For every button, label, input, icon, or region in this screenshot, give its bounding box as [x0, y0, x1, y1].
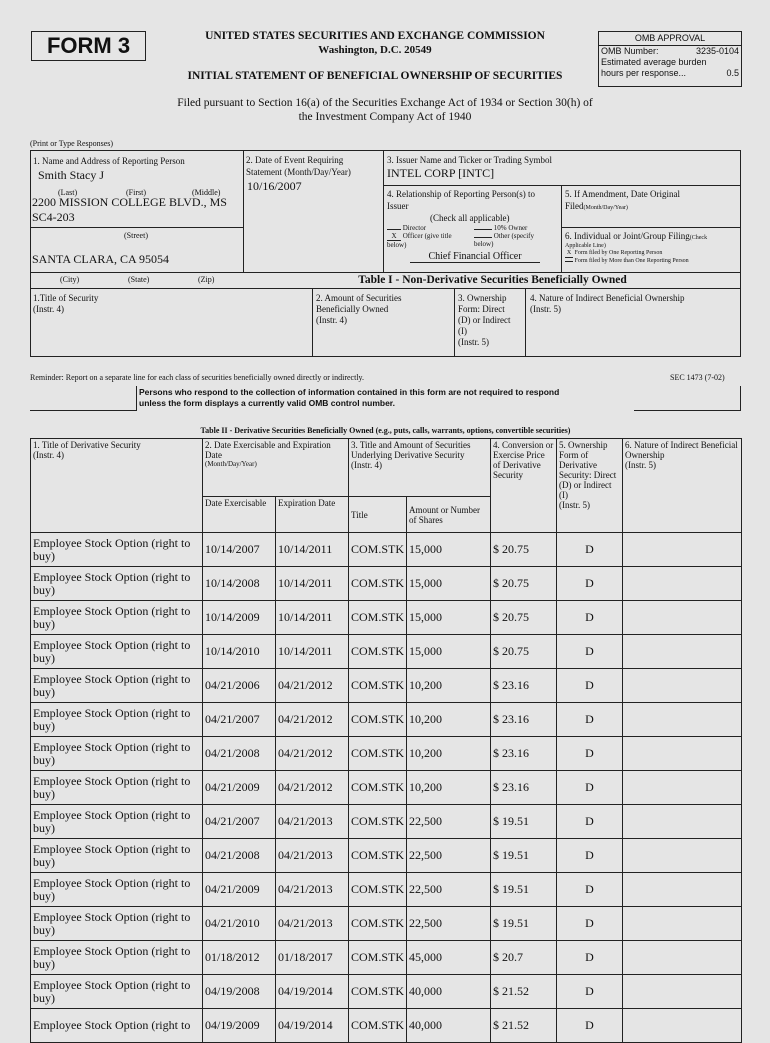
- cell-expiration: 04/21/2012: [276, 771, 349, 805]
- cell-price: $ 23.16: [491, 703, 557, 737]
- cell-amount: 15,000: [407, 601, 491, 635]
- cell-amount: 10,200: [407, 669, 491, 703]
- cell-exercisable: 04/19/2008: [203, 975, 276, 1009]
- cell-price: $ 23.16: [491, 669, 557, 703]
- cell-security: Employee Stock Option (right to buy): [31, 839, 203, 873]
- check-all-applicable: (Check all applicable): [430, 213, 510, 223]
- other-label: Other (specify: [493, 232, 534, 240]
- cell-title: COM.STK: [349, 669, 407, 703]
- cell-form: D: [557, 941, 623, 975]
- th-title: [31, 439, 203, 533]
- sec-form-number: SEC 1473 (7-02): [670, 373, 725, 382]
- th-sec-title: Title: [349, 497, 407, 533]
- ten-percent-owner-label[interactable]: 10% Owner: [493, 224, 528, 232]
- amendment-filed-label: Filed: [565, 201, 584, 211]
- table1-col3-label-d: (I): [458, 326, 467, 336]
- table2-title: Table II - Derivative Securities Beneficially Owned (e.g., puts, calls, warrants, options, convertible securities): [200, 426, 571, 435]
- cell-expiration: 04/21/2013: [276, 839, 349, 873]
- cell-title: COM.STK: [349, 771, 407, 805]
- cell-expiration: 10/14/2011: [276, 635, 349, 669]
- cell-exercisable: 10/14/2007: [203, 533, 276, 567]
- director-label[interactable]: Director: [402, 224, 427, 232]
- th-ownership: [557, 439, 623, 533]
- street-label: (Street): [124, 231, 148, 240]
- table-row: [31, 669, 742, 703]
- cell-nature: [623, 839, 742, 873]
- table1-col4-label: 4. Nature of Indirect Beneficial Ownership: [530, 293, 685, 303]
- cell-nature: [623, 873, 742, 907]
- th-nature-instr: (Instr. 5): [625, 460, 657, 470]
- cell-nature: [623, 567, 742, 601]
- cell-expiration: 04/21/2013: [276, 873, 349, 907]
- cell-form: D: [557, 1009, 623, 1043]
- cell-exercisable: 10/14/2009: [203, 601, 276, 635]
- street-address-line1: 2200 MISSION COLLEGE BLVD., MS: [32, 195, 227, 209]
- below-label-2: below): [474, 240, 494, 248]
- cell-expiration: 10/14/2011: [276, 567, 349, 601]
- table1-col3: [458, 293, 510, 348]
- cell-form: D: [557, 601, 623, 635]
- cell-form: D: [557, 839, 623, 873]
- cell-security: Employee Stock Option (right to buy): [31, 635, 203, 669]
- table-row: [31, 873, 742, 907]
- cell-exercisable: 04/21/2008: [203, 839, 276, 873]
- cell-exercisable: 04/21/2010: [203, 907, 276, 941]
- cell-amount: 22,500: [407, 873, 491, 907]
- table1-col3-label-c: (D) or Indirect: [458, 315, 511, 325]
- table1-col1: [33, 293, 98, 315]
- table1-col1-label: 1.Title of Security: [33, 293, 99, 303]
- cell-price: $ 23.16: [491, 737, 557, 771]
- cell-title: COM.STK: [349, 601, 407, 635]
- cell-expiration: 04/19/2014: [276, 1009, 349, 1043]
- amendment-date-format: (Month/Day/Year): [583, 205, 628, 211]
- cell-expiration: 10/14/2011: [276, 601, 349, 635]
- individual-filing-label: 6. Individual or Joint/Group Filing: [565, 231, 690, 241]
- cell-amount: 10,200: [407, 737, 491, 771]
- th-title-label: 1. Title of Derivative Security: [33, 440, 141, 450]
- cell-exercisable: 04/21/2006: [203, 669, 276, 703]
- cell-title: COM.STK: [349, 873, 407, 907]
- relationship-label-1: 4. Relationship of Reporting Person(s) to: [387, 189, 535, 199]
- cell-amount: 10,200: [407, 771, 491, 805]
- issuer-label: 3. Issuer Name and Ticker or Trading Symbol: [387, 155, 552, 165]
- cell-amount: 40,000: [407, 1009, 491, 1043]
- cell-expiration: 04/21/2013: [276, 907, 349, 941]
- cell-exercisable: 04/21/2008: [203, 737, 276, 771]
- table1-col4-instr: (Instr. 5): [530, 304, 561, 314]
- officer-mark[interactable]: X: [387, 232, 401, 241]
- cell-nature: [623, 635, 742, 669]
- omb-burden-label: Estimated average burden: [601, 57, 707, 67]
- cell-nature: [623, 975, 742, 1009]
- omb-approval-box: [598, 31, 742, 87]
- cell-expiration: 04/21/2012: [276, 737, 349, 771]
- cell-expiration: 04/21/2012: [276, 669, 349, 703]
- cell-title: COM.STK: [349, 635, 407, 669]
- th-underlying-label: 3. Title and Amount of Securities Underlying Derivative Security: [351, 440, 471, 460]
- table1-col3-label-b: Form: Direct: [458, 304, 505, 314]
- cell-expiration: 01/18/2017: [276, 941, 349, 975]
- cell-amount: 22,500: [407, 907, 491, 941]
- amendment-label: 5. If Amendment, Date Original: [565, 189, 680, 199]
- cell-price: $ 19.51: [491, 839, 557, 873]
- cell-security: Employee Stock Option (right to buy): [31, 907, 203, 941]
- cell-title: COM.STK: [349, 975, 407, 1009]
- table-row: [31, 703, 742, 737]
- omb-hours-value: 0.5: [726, 68, 739, 78]
- table-row: [31, 601, 742, 635]
- cell-exercisable: 04/21/2007: [203, 805, 276, 839]
- table-row: [31, 771, 742, 805]
- cell-nature: [623, 669, 742, 703]
- cell-form: D: [557, 975, 623, 1009]
- cell-exercisable: 04/21/2009: [203, 873, 276, 907]
- cell-exercisable: 04/19/2009: [203, 1009, 276, 1043]
- cell-expiration: 04/19/2014: [276, 975, 349, 1009]
- cell-exercisable: 04/21/2007: [203, 703, 276, 737]
- form-number: FORM 3: [31, 31, 146, 61]
- cell-form: D: [557, 533, 623, 567]
- cell-price: $ 20.7: [491, 941, 557, 975]
- cell-security: Employee Stock Option (right to buy): [31, 533, 203, 567]
- filed-pursuant-line2: the Investment Company Act of 1940: [298, 111, 472, 123]
- cell-price: $ 20.75: [491, 567, 557, 601]
- table-row: [31, 975, 742, 1009]
- cell-price: $ 19.51: [491, 873, 557, 907]
- officer-title: Chief Financial Officer: [410, 251, 540, 263]
- street-address-line2: SC4-203: [32, 210, 75, 224]
- cell-price: $ 20.75: [491, 635, 557, 669]
- cell-nature: [623, 805, 742, 839]
- individual-check-note: (Check: [689, 235, 708, 241]
- cell-security: Employee Stock Option (right to buy): [31, 873, 203, 907]
- agency-name: UNITED STATES SECURITIES AND EXCHANGE COMMISSION: [205, 30, 545, 42]
- event-date-label-2: Statement (Month/Day/Year): [246, 167, 351, 177]
- city-label: (City): [60, 275, 80, 284]
- cell-form: D: [557, 907, 623, 941]
- cell-security: Employee Stock Option (right to: [31, 1009, 203, 1043]
- state-label: (State): [128, 275, 150, 284]
- table1-col2-label: 2. Amount of Securities: [316, 293, 402, 303]
- cell-form: D: [557, 771, 623, 805]
- table-row: [31, 737, 742, 771]
- cell-amount: 10,200: [407, 703, 491, 737]
- reporting-person-name: Smith Stacy J: [38, 168, 105, 182]
- cell-price: $ 20.75: [491, 601, 557, 635]
- cell-amount: 15,000: [407, 635, 491, 669]
- cell-security: Employee Stock Option (right to buy): [31, 703, 203, 737]
- cell-form: D: [557, 737, 623, 771]
- cell-amount: 22,500: [407, 839, 491, 873]
- th-expiration-date: Expiration Date: [276, 497, 349, 533]
- cell-nature: [623, 907, 742, 941]
- th-dates: [203, 439, 349, 497]
- table-row: [31, 533, 742, 567]
- omb-hours-label: hours per response...: [601, 68, 687, 78]
- cell-exercisable: 10/14/2010: [203, 635, 276, 669]
- table1-col3-label: 3. Ownership: [458, 293, 507, 303]
- cell-title: COM.STK: [349, 907, 407, 941]
- cell-security: Employee Stock Option (right to buy): [31, 805, 203, 839]
- more-person-label: Form filed by More than One Reporting Person: [574, 258, 689, 264]
- table-row: [31, 1009, 742, 1043]
- one-person-mark[interactable]: X: [566, 250, 572, 256]
- cell-exercisable: 04/21/2009: [203, 771, 276, 805]
- cell-title: COM.STK: [349, 1009, 407, 1043]
- cell-expiration: 04/21/2013: [276, 805, 349, 839]
- middle-label: (Middle): [192, 188, 221, 197]
- reporting-person-label: 1. Name and Address of Reporting Person: [33, 156, 185, 166]
- cell-price: $ 19.51: [491, 907, 557, 941]
- event-date-value: 10/16/2007: [247, 179, 302, 193]
- print-note: (Print or Type Responses): [30, 139, 114, 148]
- more-person-checkbox[interactable]: [565, 261, 573, 262]
- cell-amount: 15,000: [407, 567, 491, 601]
- cell-security: Employee Stock Option (right to buy): [31, 975, 203, 1009]
- cell-expiration: 04/21/2012: [276, 703, 349, 737]
- cell-exercisable: 10/14/2008: [203, 567, 276, 601]
- th-title-instr: (Instr. 4): [33, 450, 64, 460]
- cell-nature: [623, 941, 742, 975]
- cell-form: D: [557, 703, 623, 737]
- officer-label: Officer (give title: [402, 232, 452, 240]
- cell-security: Employee Stock Option (right to buy): [31, 771, 203, 805]
- cell-form: D: [557, 635, 623, 669]
- cell-amount: 45,000: [407, 941, 491, 975]
- issuer-value: INTEL CORP [INTC]: [387, 166, 495, 180]
- table1-col2: [316, 293, 402, 326]
- cell-title: COM.STK: [349, 839, 407, 873]
- th-dates-format: (Month/Day/Year): [205, 460, 257, 468]
- cell-title: COM.STK: [349, 533, 407, 567]
- cell-nature: [623, 533, 742, 567]
- cell-title: COM.STK: [349, 703, 407, 737]
- table1-col4: [530, 293, 684, 315]
- zip-label: (Zip): [198, 275, 215, 284]
- cell-security: Employee Stock Option (right to buy): [31, 737, 203, 771]
- applicable-line-label: Applicable Line): [565, 243, 606, 249]
- table1-col2-label-b: Beneficially Owned: [316, 304, 389, 314]
- cell-title: COM.STK: [349, 805, 407, 839]
- cell-expiration: 10/14/2011: [276, 533, 349, 567]
- derivative-securities-table: [30, 438, 742, 1043]
- city-state-zip: SANTA CLARA, CA 95054: [32, 252, 170, 266]
- th-nature: [623, 439, 742, 533]
- table-row: [31, 941, 742, 975]
- one-person-label: Form filed by One Reporting Person: [574, 250, 663, 256]
- omb-title: OMB APPROVAL: [599, 32, 741, 46]
- th-date-exercisable: Date Exercisable: [203, 497, 276, 533]
- table-row: [31, 567, 742, 601]
- cell-title: COM.STK: [349, 941, 407, 975]
- cell-amount: 22,500: [407, 805, 491, 839]
- th-underlying: [349, 439, 491, 497]
- below-label-1: below): [387, 241, 407, 249]
- individual-filing-options: [565, 243, 689, 265]
- cell-price: $ 19.51: [491, 805, 557, 839]
- table1-title: Table I - Non-Derivative Securities Beneficially Owned: [358, 274, 627, 286]
- event-date-label-1: 2. Date of Event Requiring: [246, 155, 344, 165]
- cell-price: $ 21.52: [491, 975, 557, 1009]
- cell-nature: [623, 737, 742, 771]
- agency-location: Washington, D.C. 20549: [318, 44, 432, 56]
- cell-title: COM.STK: [349, 737, 407, 771]
- th-conversion: [491, 439, 557, 533]
- cell-security: Employee Stock Option (right to buy): [31, 567, 203, 601]
- filed-pursuant-line1: Filed pursuant to Section 16(a) of the Securities Exchange Act of 1934 or Section 30(h) of: [177, 97, 593, 109]
- cell-security: Employee Stock Option (right to buy): [31, 669, 203, 703]
- cell-nature: [623, 771, 742, 805]
- th-amount-shares: Amount or Number of Shares: [407, 497, 491, 533]
- table-row: [31, 805, 742, 839]
- cell-title: COM.STK: [349, 567, 407, 601]
- th-conversion-label: 4. Conversion or Exercise Price of Derivative Security: [493, 440, 554, 480]
- persons-notice-line2: unless the form displays a currently valid OMB control number.: [139, 398, 396, 408]
- last-label: (Last): [58, 188, 78, 197]
- cell-security: Employee Stock Option (right to buy): [31, 941, 203, 975]
- cell-form: D: [557, 669, 623, 703]
- persons-notice-line1: Persons who respond to the collection of information contained in this form are not required to respond: [139, 387, 560, 397]
- cell-price: $ 20.75: [491, 533, 557, 567]
- cell-amount: 40,000: [407, 975, 491, 1009]
- table-row: [31, 635, 742, 669]
- reminder-text: Reminder: Report on a separate line for each class of securities beneficially owned directly or indirectly.: [30, 373, 365, 382]
- omb-number-label: OMB Number:: [601, 46, 659, 56]
- omb-number-value: 3235-0104: [695, 46, 739, 56]
- th-ownership-label: 5. Ownership Form of Derivative Security: Direct (D) or Indirect (I): [559, 440, 617, 500]
- cell-price: $ 21.52: [491, 1009, 557, 1043]
- table1-col2-instr: (Instr. 4): [316, 315, 347, 325]
- th-ownership-instr: (Instr. 5): [559, 500, 591, 510]
- table-row: [31, 839, 742, 873]
- form-title: INITIAL STATEMENT OF BENEFICIAL OWNERSHIP OF SECURITIES: [187, 70, 563, 82]
- cell-nature: [623, 1009, 742, 1043]
- cell-security: Employee Stock Option (right to buy): [31, 601, 203, 635]
- table1-col1-instr: (Instr. 4): [33, 304, 64, 314]
- first-label: (First): [126, 188, 146, 197]
- table-row: [31, 907, 742, 941]
- cell-nature: [623, 703, 742, 737]
- relationship-label-2: Issuer: [387, 201, 409, 211]
- cell-form: D: [557, 567, 623, 601]
- cell-form: D: [557, 873, 623, 907]
- th-underlying-instr: (Instr. 4): [351, 460, 383, 470]
- cell-form: D: [557, 805, 623, 839]
- th-nature-label: 6. Nature of Indirect Beneficial Ownership: [625, 440, 738, 460]
- th-dates-label: 2. Date Exercisable and Expiration Date: [205, 440, 331, 460]
- cell-nature: [623, 601, 742, 635]
- cell-exercisable: 01/18/2012: [203, 941, 276, 975]
- table1-col3-instr: (Instr. 5): [458, 337, 489, 347]
- cell-amount: 15,000: [407, 533, 491, 567]
- cell-price: $ 23.16: [491, 771, 557, 805]
